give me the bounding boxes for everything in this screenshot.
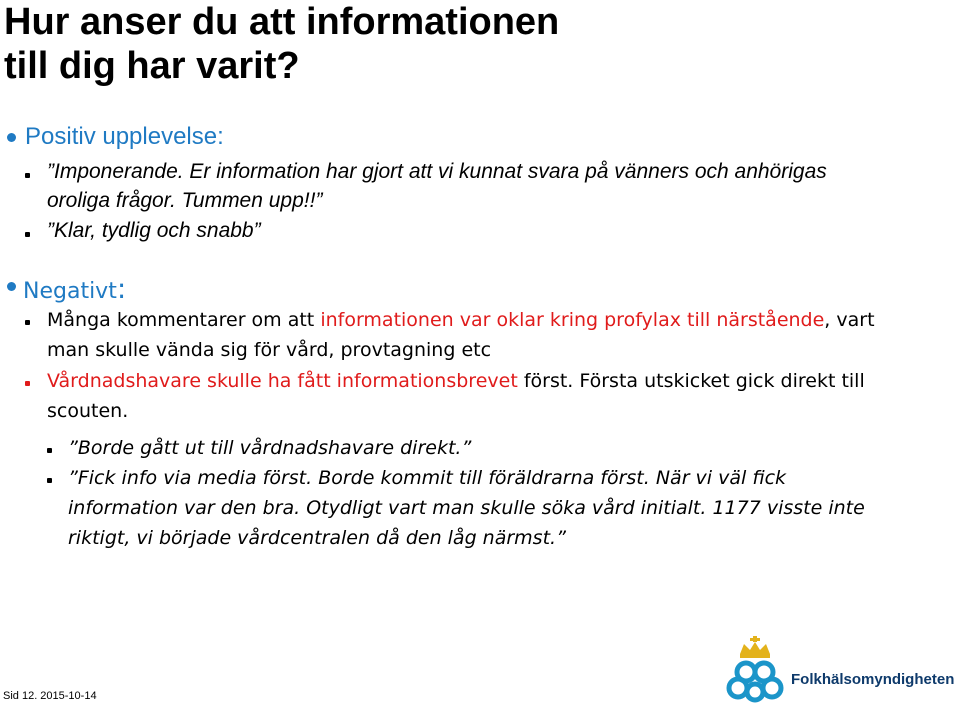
positive-quote-bullet-2 (25, 232, 30, 237)
negative-item-2 (47, 366, 865, 426)
negative-quote-2-line-1: ”Fick info via media först. Borde kommit till föräldrarna först. När vi väl fick (68, 467, 787, 489)
negative-item-1-line-2: man skulle vända sig för vård, provtagning etc (47, 339, 492, 361)
negative-quote-2 (68, 463, 865, 553)
negative-item-1-c: , vart (824, 309, 875, 331)
positive-bullet (7, 133, 16, 142)
title-line-1: Hur anser du att informationen (4, 1, 560, 43)
crown-knot-logo-icon (722, 636, 788, 704)
negative-quote-bullet-1 (47, 448, 52, 453)
negative-item-1-a: Många kommentarer om att (47, 309, 321, 331)
slide-footer: Sid 12. 2015-10-14 (3, 690, 97, 702)
negative-heading-text: Negativt (23, 279, 117, 304)
title-line-2: till dig har varit? (4, 45, 300, 87)
negative-bullet-1 (25, 320, 30, 325)
negative-item-1 (47, 305, 875, 365)
negative-quote-bullet-2 (47, 478, 52, 483)
negative-quote-2-line-2: information var den bra. Otydligt vart man skulle söka vård initialt. 1177 visste inte (68, 497, 865, 519)
negative-heading-colon: : (116, 272, 127, 305)
page-title (4, 0, 944, 88)
logo-text: Folkhälsomyndigheten (791, 671, 955, 688)
negative-bullet-2 (25, 381, 30, 386)
positive-quote-1-line-1: ”Imponerande. Er information har gjort att vi kunnat svara på vänners och anhörigas (47, 160, 827, 183)
positive-quote-1 (47, 157, 827, 215)
positive-heading: Positiv upplevelse: (25, 123, 224, 150)
positive-quote-1-line-2: oroliga frågor. Tummen upp!!” (47, 189, 323, 212)
negative-item-2-b: först. Första utskicket gick direkt till (517, 370, 865, 392)
positive-quote-bullet-1 (25, 173, 30, 178)
negative-quote-1: ”Borde gått ut till vårdnadshavare direkt.” (68, 437, 472, 459)
positive-quote-2: ”Klar, tydlig och snabb” (47, 219, 261, 242)
negative-item-1-highlight: informationen var oklar kring profylax till närstående (320, 309, 825, 331)
negative-item-2-line-2: scouten. (47, 400, 129, 422)
negative-heading (23, 272, 126, 305)
negative-quote-2-line-3: riktigt, vi började vårdcentralen då den låg närmst.” (68, 527, 566, 549)
negative-item-2-highlight: Vårdnadshavare skulle ha fått informationsbrevet (47, 370, 518, 392)
negative-bullet (7, 282, 16, 291)
